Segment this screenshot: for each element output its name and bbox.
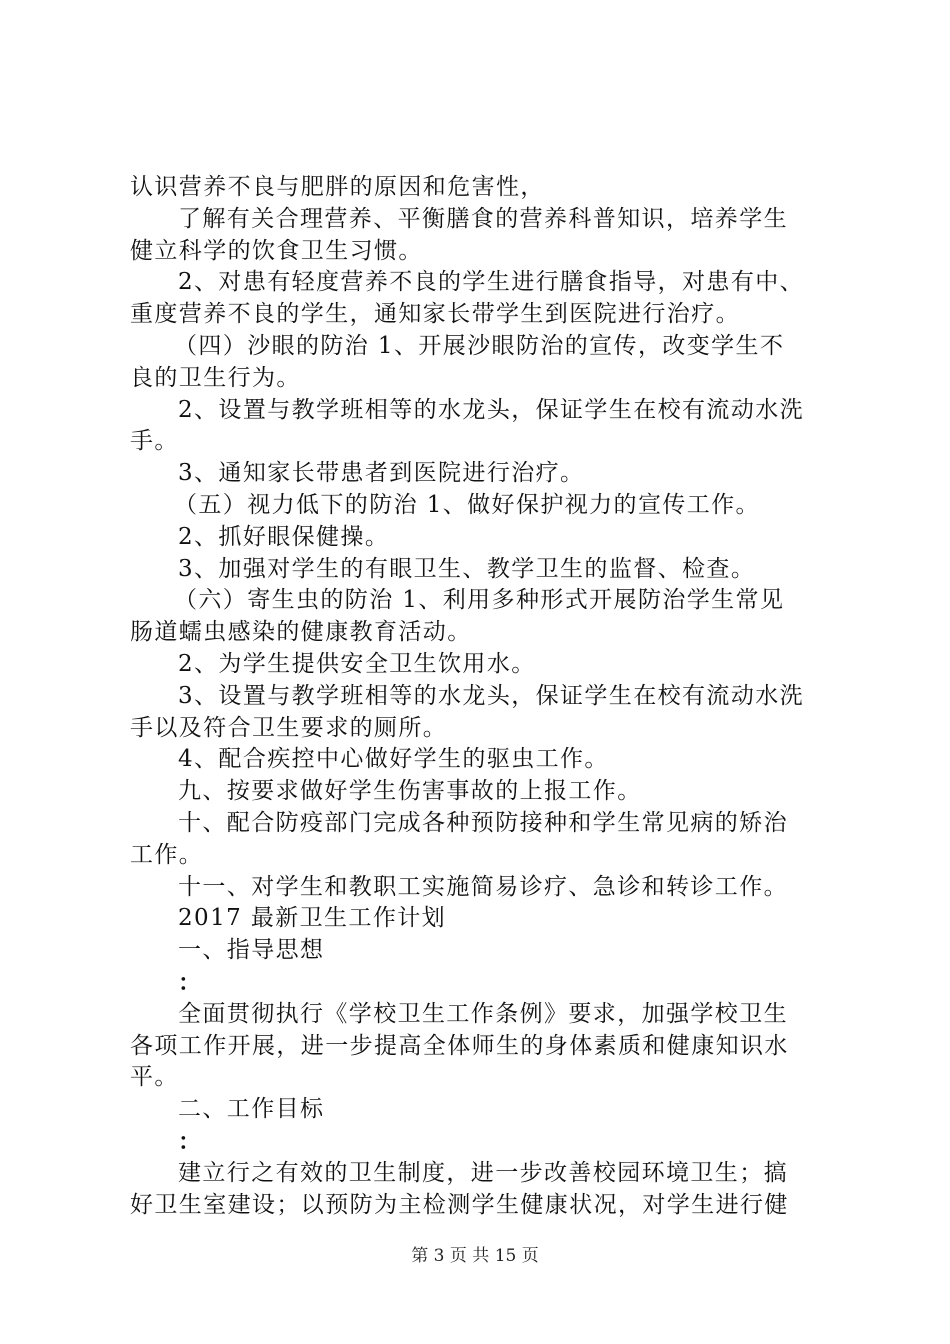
text-line: 3、加强对学生的有眼卫生、教学卫生的监督、检查。 <box>178 555 756 582</box>
text-line: 3、通知家长带患者到医院进行治疗。 <box>178 460 585 487</box>
text-line: ： <box>178 1127 203 1155</box>
text-line: 好卫生室建设；以预防为主检测学生健康状况，对学生进行健 <box>130 1191 789 1218</box>
text-line: 3、设置与教学班相等的水龙头，保证学生在校有流动水洗 <box>178 682 805 709</box>
text-line: 十、配合防疫部门完成各种预防接种和学生常见病的矫治 <box>178 809 788 836</box>
text-line: 全面贯彻执行《学校卫生工作条例》要求，加强学校卫生 <box>178 1000 788 1027</box>
text-line: 工作。 <box>130 841 204 868</box>
text-line: 各项工作开展，进一步提高全体师生的身体素质和健康知识水 <box>130 1032 789 1059</box>
document-body <box>130 172 830 1221</box>
text-line: 认识营养不良与肥胖的原因和危害性， <box>130 174 545 200</box>
text-line: 良的卫生行为。 <box>130 364 301 391</box>
text-line: 重度营养不良的学生，通知家长带学生到医院进行治疗。 <box>130 301 740 328</box>
text-line: （六）寄生虫的防治 1、利用多种形式开展防治学生常见 <box>174 587 785 614</box>
text-line: 建立行之有效的卫生制度，进一步改善校园环境卫生；搞 <box>178 1159 788 1186</box>
text-line: 十一、对学生和教职工实施简易诊疗、急诊和转诊工作。 <box>178 873 788 900</box>
text-line: 平。 <box>130 1064 179 1091</box>
text-line: 手以及符合卫生要求的厕所。 <box>130 714 448 741</box>
text-line: 了解有关合理营养、平衡膳食的营养科普知识，培养学生 <box>178 205 788 232</box>
text-line: （五）视力低下的防治 1、做好保护视力的宣传工作。 <box>174 491 760 518</box>
section-heading: 二、工作目标 <box>178 1096 325 1123</box>
text-line: 健立科学的饮食卫生习惯。 <box>130 237 423 264</box>
section-heading: 2017 最新卫生工作计划 <box>178 905 447 932</box>
text-line: ： <box>178 968 203 996</box>
text-line: 4、配合疾控中心做好学生的驱虫工作。 <box>178 746 609 773</box>
text-line: 2、抓好眼保健操。 <box>178 523 390 550</box>
text-line: 九、按要求做好学生伤害事故的上报工作。 <box>178 778 642 805</box>
text-line: 2、对患有轻度营养不良的学生进行膳食指导，对患有中、 <box>178 269 805 296</box>
text-line: 肠道蠕虫感染的健康教育活动。 <box>130 619 472 646</box>
text-line: 2、设置与教学班相等的水龙头，保证学生在校有流动水洗 <box>178 396 805 423</box>
text-line: 2、为学生提供安全卫生饮用水。 <box>178 650 536 677</box>
page-footer: 第 3 页 共 15 页 <box>411 1246 539 1266</box>
text-line: （四）沙眼的防治 1、开展沙眼防治的宣传，改变学生不 <box>174 332 785 359</box>
section-heading: 一、指导思想 <box>178 937 325 964</box>
text-line: 手。 <box>130 428 179 455</box>
